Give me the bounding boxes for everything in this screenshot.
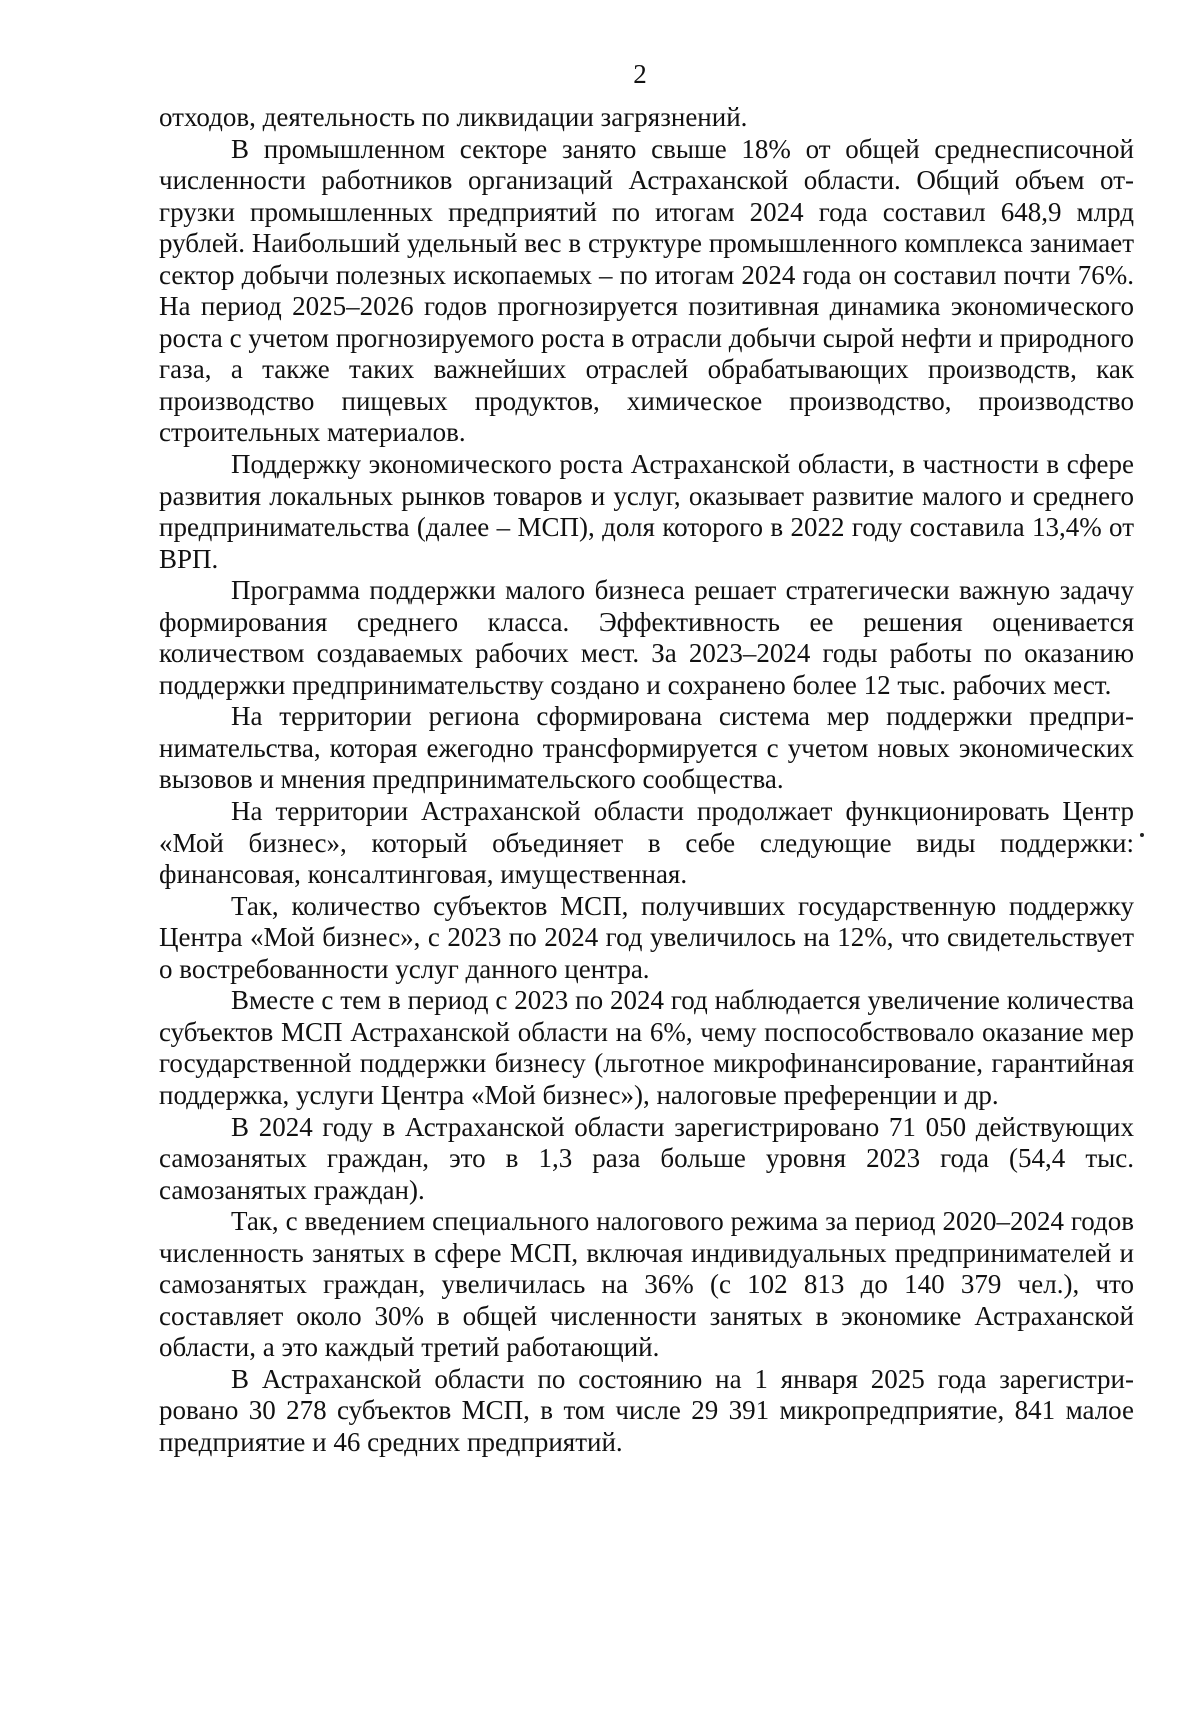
paragraph-7: Так, количество субъектов МСП, получивших государственную поддержку Центра «Мой бизнес», с 2023 по 2024 год увеличилось на 12%, что свидетельствует о востребованности услуг данного центра. (159, 890, 1134, 984)
paragraph-1: отходов, деятельность по ликвидации загрязнений. (159, 102, 748, 132)
paragraph-2: В промышленном секторе занято свыше 18% от общей среднесписочной численности работников организаций Астраханской области. Общий объем отгрузки промышленных предприятий по итогам 2024 года составил 648,9 млрд рублей. Наибольший удельный вес в структуре промышленного комплекса занимает сектор добычи полезных ископаемых – по итогам 2024 года он составил почти 76%. На период 2025–2026 годов прогнозируется позитивная динамика экономического роста с учетом прогнозируемого роста в отрасли добычи сырой нефти и природного газа, а также таких важнейших отраслей обрабатывающих производств, как производство пищевых продуктов, химическое производство, производство строительных материалов. (159, 133, 1134, 448)
paragraph-3: Поддержку экономического роста Астраханской области, в частности в сфере развития локальных рынков товаров и услуг, оказывает развитие малого и среднего предпринимательства (далее – МСП), доля которого в 2022 году составила 13,4% от ВРП. (159, 449, 1134, 574)
paragraph-6: На территории Астраханской области продолжает функционировать Центр «Мой бизнес», который объединяет в себе следующие виды поддержки: финансовая, консалтинговая, имущественная. (159, 796, 1134, 890)
paragraph-5: На территории региона сформирована система мер поддержки предпринимательства, которая ежегодно трансформируется с учетом новых экономических вызовов и мнения предпринимательского сообщества. (159, 701, 1134, 795)
paragraph-8: Вместе с тем в период с 2023 по 2024 год наблюдается увеличение количества субъектов МСП Астраханской области на 6%, чему поспособствовало оказание мер государственной поддержки бизнесу (льготное микрофинансирование, гарантийная поддержка, услуги Центра «Мой бизнес»), налоговые преференции и др. (159, 985, 1134, 1110)
document-body (159, 102, 1134, 1459)
scan-speck (1140, 833, 1144, 837)
page-number: 2 (633, 59, 647, 89)
paragraph-10: Так, с введением специального налогового режима за период 2020–2024 годов численность занятых в сфере МСП, включая индивидуальных предпринимателей и самозанятых граждан, увеличилась на 36% (с 102 813 до 140 379 чел.), что составляет около 30% в общей численности занятых в экономике Астраханской области, а это каждый третий работающий. (159, 1206, 1134, 1363)
paragraph-11: В Астраханской области по состоянию на 1 января 2025 года зарегистрировано 30 278 субъектов МСП, в том числе 29 391 микропредприятие, 841 малое предприятие и 46 средних предприятий. (159, 1363, 1134, 1457)
paragraph-4: Программа поддержки малого бизнеса решает стратегически важную задачу формирования среднего класса. Эффективность ее решения оценивается количеством создаваемых рабочих мест. За 2023–2024 годы работы по оказанию поддержки предпринимательству создано и сохранено более 12 тыс. рабочих мест. (159, 575, 1134, 700)
paragraph-9: В 2024 году в Астраханской области зарегистрировано 71 050 действующих самозанятых граждан, это в 1,3 раза больше уровня 2023 года (54,4 тыс. самозанятых граждан). (159, 1111, 1134, 1205)
